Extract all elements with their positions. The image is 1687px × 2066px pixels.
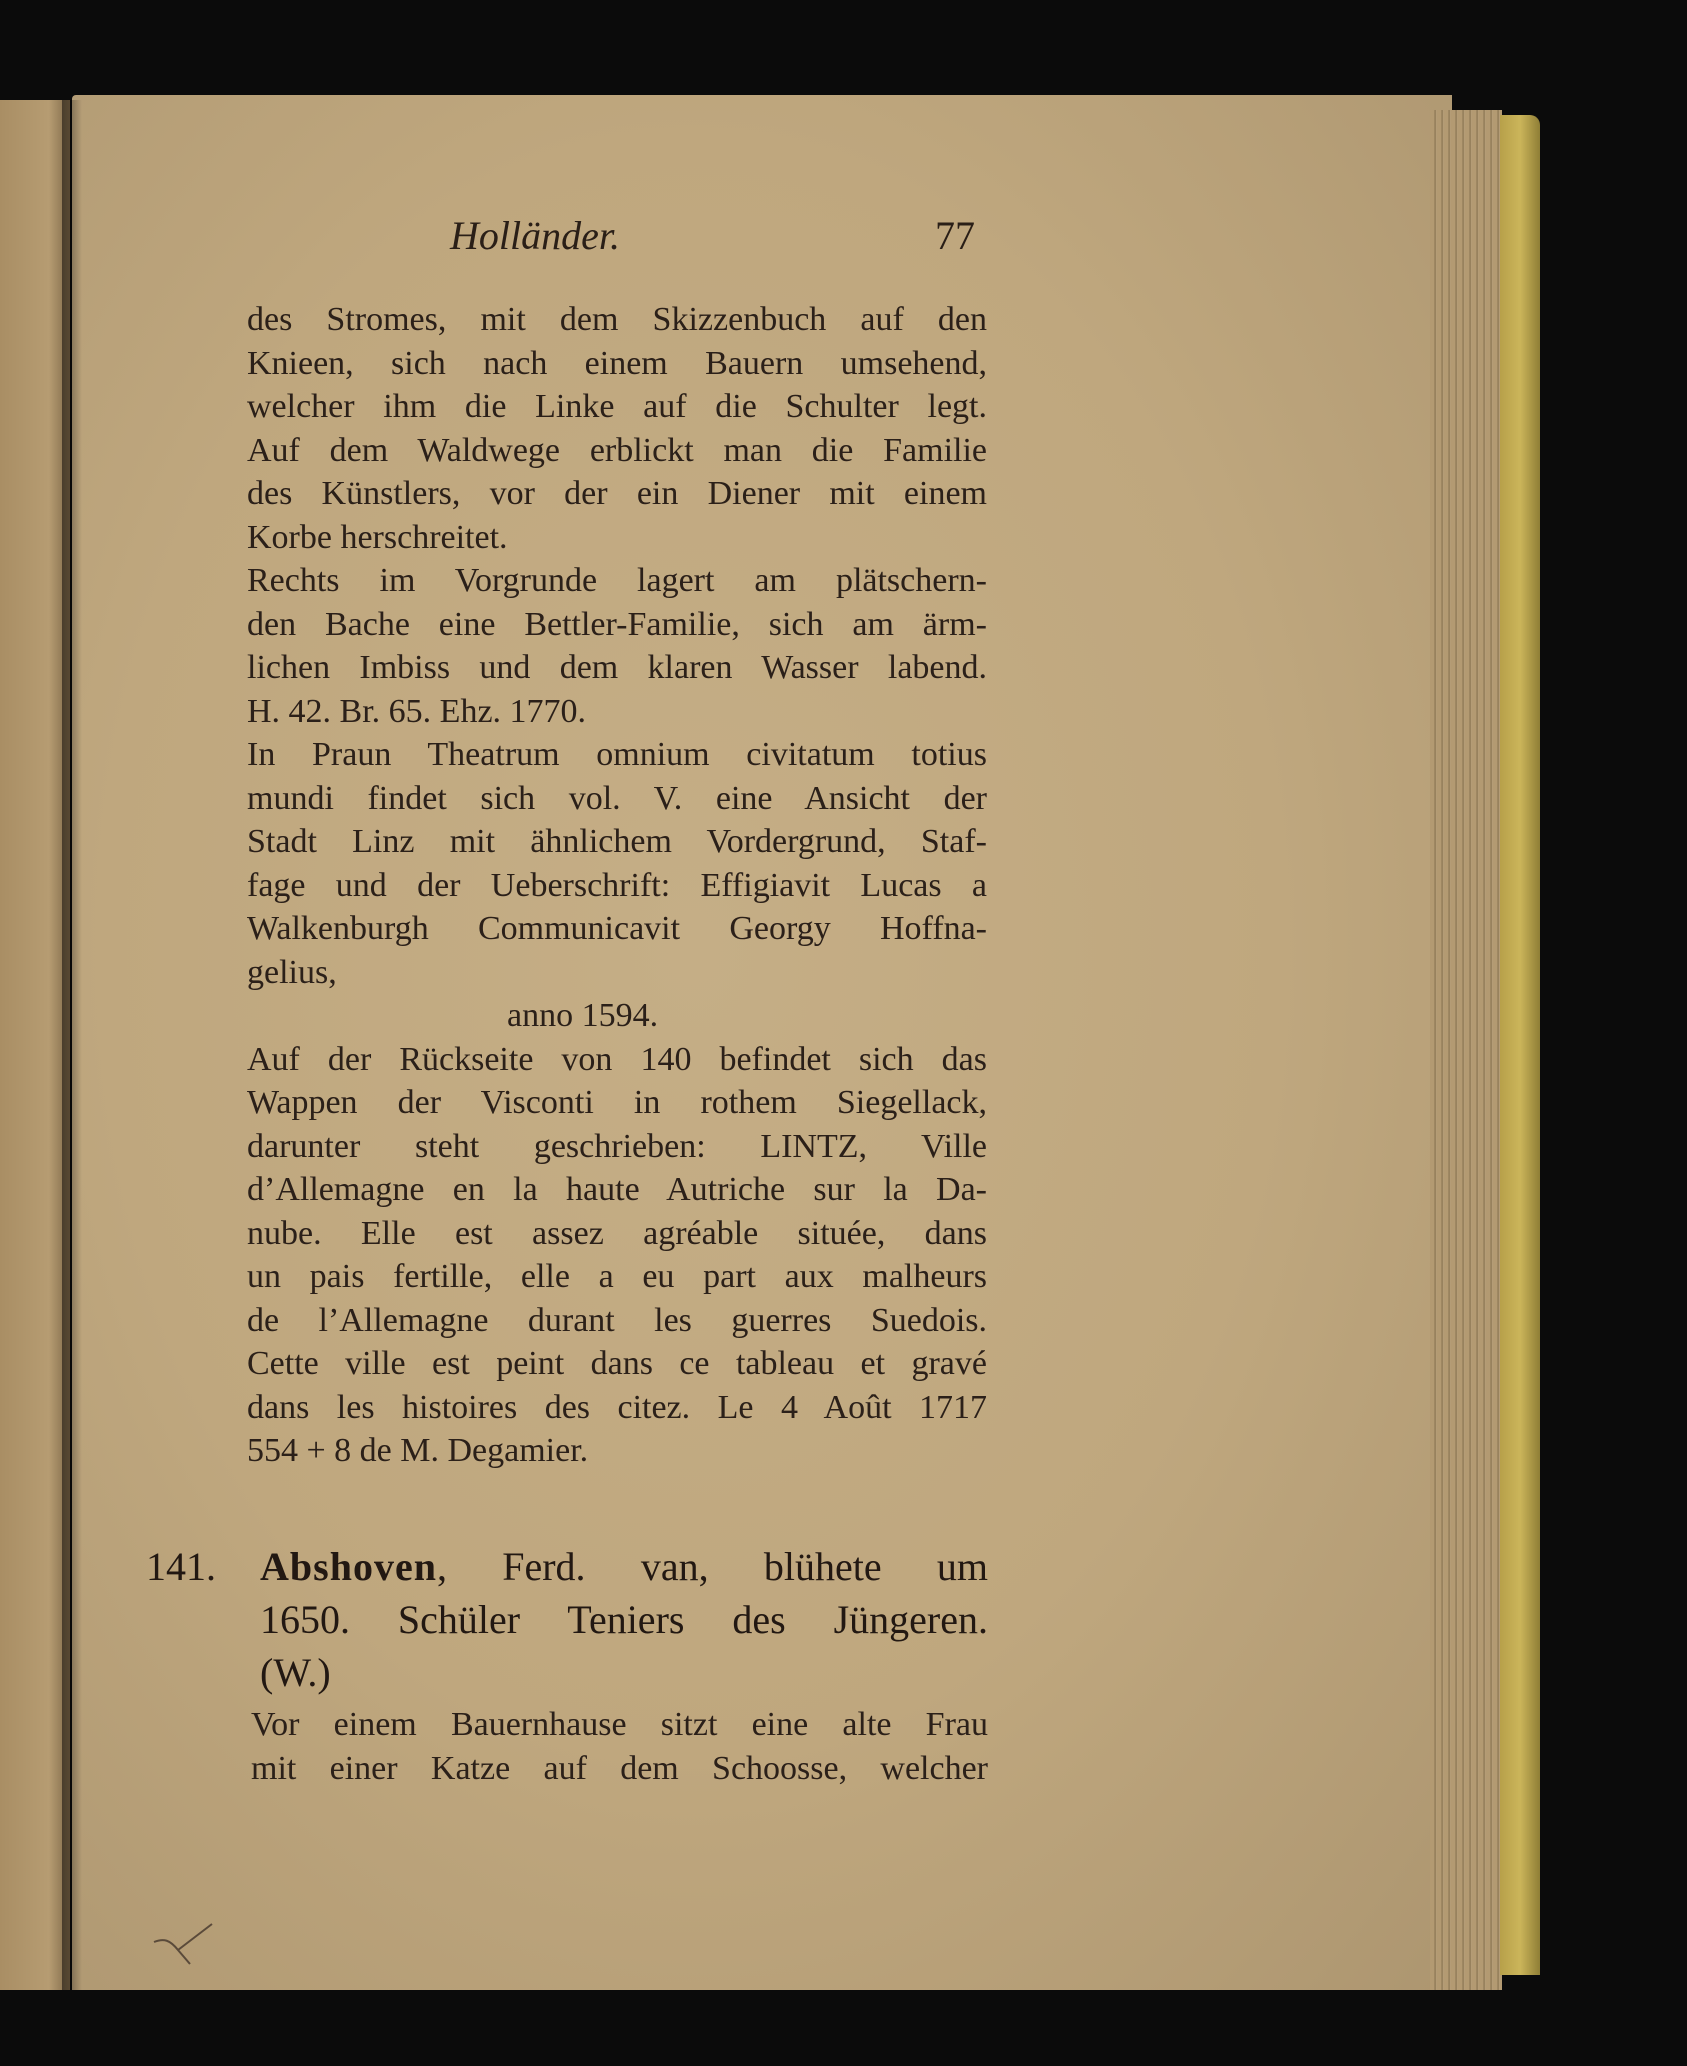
text-line: nube. Elle est assez agréable située, dans	[247, 1214, 987, 1252]
text-line: Auf der Rückseite von 140 befindet sich das	[247, 1040, 987, 1078]
text-line: des Stromes, mit dem Skizzenbuch auf den	[247, 301, 987, 338]
artist-details: , Ferd. van, blühete um	[436, 1544, 988, 1589]
pencil-check-mark	[150, 1920, 220, 1970]
book-cover-edge	[1500, 115, 1540, 1975]
entry-body-text	[251, 1703, 988, 1790]
text-line: den Bache eine Bettler-Familie, sich am ärm-	[247, 605, 987, 643]
text-line: Walkenburgh Communicavit Georgy Hoffna-	[247, 910, 987, 947]
artist-name: Abshoven	[260, 1544, 437, 1589]
text-line: mit einer Katze auf dem Schoosse, welcher	[251, 1749, 988, 1787]
text-line: In Praun Theatrum omnium civitatum totius	[247, 736, 987, 773]
text-line: Knieen, sich nach einem Bauern umsehend,	[247, 344, 987, 382]
text-line: fage und der Ueberschrift: Effigiavit Lucas a	[247, 866, 987, 904]
text-line: un pais fertille, elle a eu part aux malheurs	[247, 1258, 987, 1295]
entry-number: 141.	[146, 1544, 216, 1589]
text-line: H. 42. Br. 65. Ehz. 1770.	[247, 692, 587, 730]
text-line: 554 + 8 de M. Degamier.	[247, 1432, 589, 1469]
running-title: Holländer.	[450, 213, 620, 258]
page-header	[450, 212, 975, 262]
text-line: Vor einem Bauernhause sitzt eine alte Frau	[251, 1706, 988, 1743]
text-line: dans les histoires des citez. Le 4 Août 1717	[247, 1388, 987, 1426]
text-line: anno 1594.	[507, 997, 659, 1034]
entry-heading-line	[260, 1540, 988, 1593]
spine-shadow	[62, 100, 82, 1990]
text-line: Stadt Linz mit ähnlichem Vordergrund, Staf-	[247, 823, 987, 860]
text-line: mundi findet sich vol. V. eine Ansicht der	[247, 779, 987, 817]
entry-heading	[260, 1540, 988, 1699]
body-text	[247, 298, 987, 1473]
text-line: gelius,	[247, 953, 337, 991]
entry-heading-line: (W.)	[260, 1650, 331, 1695]
text-line: welcher ihm die Linke auf die Schulter legt.	[247, 388, 987, 425]
left-page-edge	[0, 100, 70, 1990]
page-number: 77	[935, 213, 975, 258]
text-line: Cette ville est peint dans ce tableau et gravé	[247, 1345, 987, 1382]
text-line: Rechts im Vorgrunde lagert am plätschern-	[247, 562, 987, 599]
text-line: Wappen der Visconti in rothem Siegellack,	[247, 1084, 987, 1121]
text-line: de l’Allemagne durant les guerres Suedois.	[247, 1301, 987, 1339]
text-line: d’Allemagne en la haute Autriche sur la Da-	[247, 1171, 987, 1208]
text-line: Korbe herschreitet.	[247, 518, 508, 556]
text-line: Auf dem Waldwege erblickt man die Familie	[247, 431, 987, 469]
text-line: darunter steht geschrieben: LINTZ, Ville	[247, 1127, 987, 1165]
entry-heading-line: 1650. Schüler Teniers des Jüngeren.	[260, 1597, 988, 1642]
text-line: lichen Imbiss und dem klaren Wasser labend.	[247, 649, 987, 686]
page-edges	[1430, 110, 1502, 1990]
text-line: des Künstlers, vor der ein Diener mit einem	[247, 475, 987, 512]
